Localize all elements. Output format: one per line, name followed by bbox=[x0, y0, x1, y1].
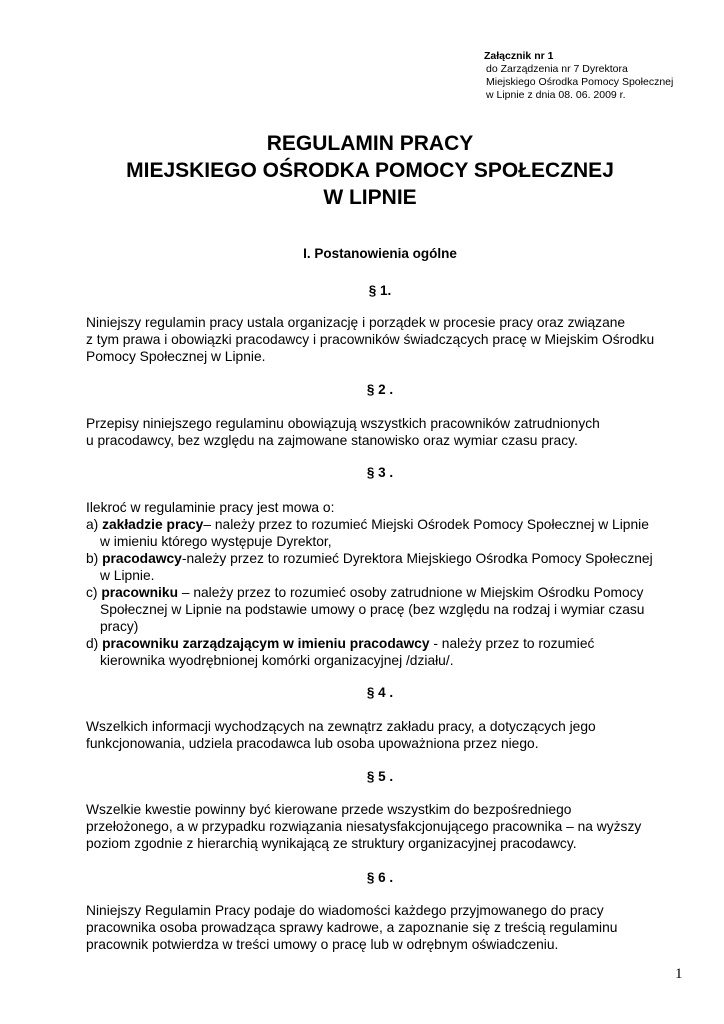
section-heading-3: § 3 . bbox=[366, 465, 394, 480]
definition-d bbox=[86, 635, 724, 652]
text-line: Ilekroć w regulaminie pracy jest mowa o: bbox=[86, 500, 335, 515]
item-marker: d) bbox=[86, 636, 103, 651]
section-6-text bbox=[86, 902, 724, 953]
attachment-line: do Zarządzenia nr 7 Dyrektora bbox=[486, 63, 628, 75]
title-line: REGULAMIN PRACY bbox=[266, 132, 474, 155]
definition-b bbox=[86, 550, 724, 567]
definition-text: -należy przez to rozumieć Dyrektora Miejskiego Ośrodka Pomocy Społecznej bbox=[181, 551, 653, 566]
attachment-title: Załącznik nr 1 bbox=[484, 50, 554, 62]
definition-text: – należy przez to rozumieć Miejski Ośrodek Pomocy Społecznej w Lipnie bbox=[203, 517, 649, 532]
item-marker: c) bbox=[86, 585, 102, 600]
section-heading-6: § 6 . bbox=[366, 870, 394, 885]
text-line: pracy) bbox=[100, 619, 139, 634]
title-line: MIEJSKIEGO OŚRODKA POMOCY SPOŁECZNEJ bbox=[126, 159, 614, 182]
text-line: Niniejszy regulamin pracy ustala organizację i porządek w procesie pracy oraz związane bbox=[86, 315, 626, 330]
text-line: Pomocy Społecznej w Lipnie. bbox=[86, 349, 266, 364]
text-line: Wszelkich informacji wychodzących na zewnątrz zakładu pracy, a dotyczących jego bbox=[86, 719, 596, 734]
text-line: u pracodawcy, bez względu na zajmowane stanowisko oraz wymiar czasu pracy. bbox=[86, 433, 578, 448]
chapter-heading: I. Postanowienia ogólne bbox=[303, 246, 457, 261]
section-heading-1: § 1. bbox=[368, 283, 392, 298]
text-line: kierownika wyodrębnionej komórki organizacyjnej /działu/. bbox=[100, 653, 454, 668]
text-line: poziom zgodnie z hierarchią wynikającą ze struktury organizacyjnej pracodawcy. bbox=[86, 836, 577, 851]
attachment-note bbox=[484, 50, 673, 102]
page-number: 1 bbox=[675, 966, 683, 982]
section-heading-2: § 2 . bbox=[366, 382, 394, 397]
definition-c bbox=[86, 584, 724, 601]
attachment-line: w Lipnie z dnia 08. 06. 2009 r. bbox=[486, 89, 626, 101]
definition-text: - należy przez to rozumieć bbox=[429, 636, 595, 651]
text-line: z tym prawa i obowiązki pracodawcy i pracowników świadczących pracę w Miejskim Ośrodku bbox=[86, 332, 655, 347]
text-line: Wszelkie kwestie powinny być kierowane przede wszystkim do bezpośredniego bbox=[86, 802, 572, 817]
defined-term: pracowniku bbox=[101, 585, 178, 600]
attachment-line: Miejskiego Ośrodka Pomocy Społecznej bbox=[486, 76, 674, 88]
section-heading-5: § 5 . bbox=[366, 769, 394, 784]
text-line: przełożonego, a w przypadku rozwiązania niesatysfakcjonującego pracownika – na wyższy bbox=[86, 819, 642, 834]
text-line: pracownika osoba prowadząca sprawy kadrowe, a zapoznanie się z treścią regulaminu bbox=[86, 920, 618, 935]
text-line: pracownik potwierdza w treści umowy o pracę lub w odrębnym oświadczeniu. bbox=[86, 937, 559, 952]
text-line: w Lipnie. bbox=[100, 568, 155, 583]
definition-text: – należy przez to rozumieć osoby zatrudnione w Miejskim Ośrodku Pomocy bbox=[178, 585, 644, 600]
section-heading-4: § 4 . bbox=[366, 685, 394, 700]
definition-a bbox=[86, 516, 724, 533]
defined-term: pracodawcy bbox=[102, 551, 182, 566]
text-line: Społecznej w Lipnie na podstawie umowy o pracę (bez względu na rodzaj i wymiar czasu bbox=[100, 602, 645, 617]
section-2-text bbox=[86, 415, 724, 449]
section-5-text bbox=[86, 801, 724, 852]
title-line: W LIPNIE bbox=[323, 186, 417, 209]
item-marker: b) bbox=[86, 551, 103, 566]
defined-term: zakładzie pracy bbox=[102, 517, 204, 532]
text-line: Przepisy niniejszego regulaminu obowiązują wszystkich pracowników zatrudnionych bbox=[86, 416, 600, 431]
text-line: Niniejszy Regulamin Pracy podaje do wiadomości każdego przyjmowanego do pracy bbox=[86, 903, 604, 918]
section-1-text bbox=[86, 314, 724, 365]
item-marker: a) bbox=[86, 517, 103, 532]
document-title bbox=[40, 130, 700, 211]
text-line: w imieniu którego występuje Dyrektor, bbox=[100, 534, 332, 549]
defined-term: pracowniku zarządzającym w imieniu pracodawcy bbox=[102, 636, 430, 651]
section-4-text bbox=[86, 718, 724, 752]
text-line: funkcjonowania, udziela pracodawca lub osoba upoważniona przez niego. bbox=[86, 736, 539, 751]
section-3-text bbox=[86, 499, 724, 669]
